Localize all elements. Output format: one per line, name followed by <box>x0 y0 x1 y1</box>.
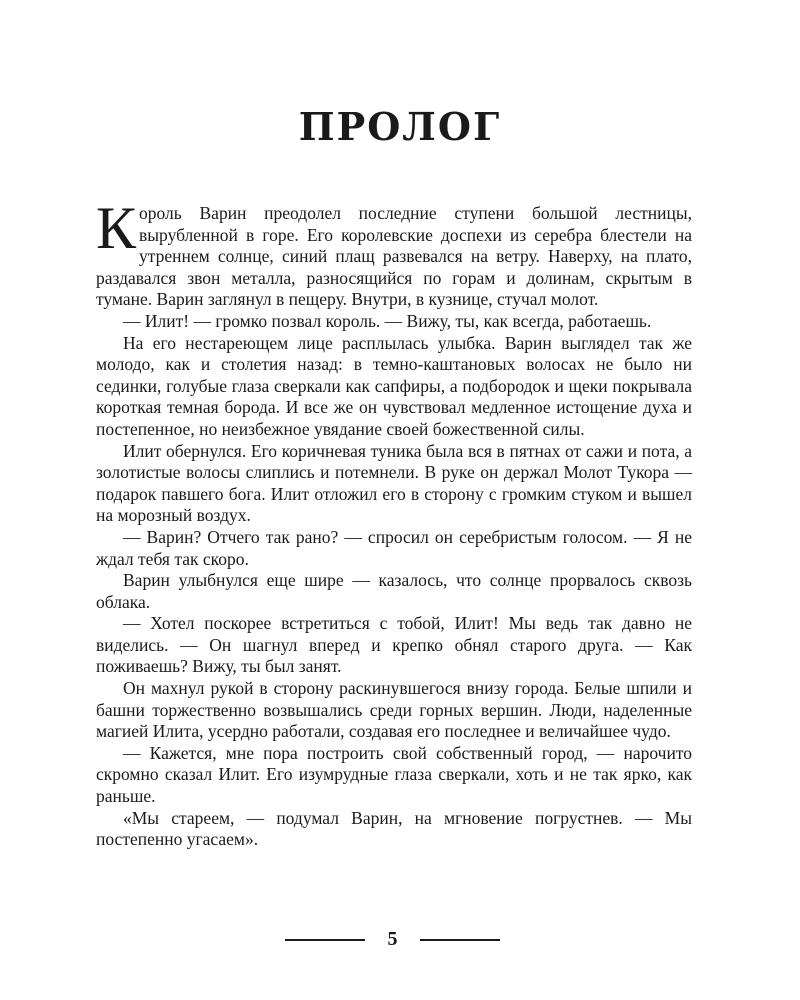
paragraph-7: — Хотел поскорее встретиться с тобой, Илит! Мы ведь так давно не виделись. — Он шагнул вперед и крепко обнял старого друга. — Как поживаешь? Вижу, ты был занят. <box>96 613 692 677</box>
chapter-title: ПРОЛОГ <box>298 104 502 149</box>
paragraph-9: — Кажется, мне пора построить свой собственный город, — нарочито скромно сказал Илит. Его изумрудные глаза сверкали, хоть и не так ярко, как раньше. <box>96 742 692 807</box>
footer-rule-left <box>285 939 365 941</box>
paragraph-1 <box>96 195 692 311</box>
paragraph-4: Илит обернулся. Его коричневая туника была вся в пятнах от сажи и пота, а золотистые волосы слиплись и потемнели. В руке он держал Молот Тукора — подарок павшего бога. Илит отложил его в сторону с громким стуком и вышел на морозный воздух. <box>96 440 692 526</box>
paragraph-8: Он махнул рукой в сторону раскинувшегося внизу города. Белые шпили и башни торжественно возвышались среди горных вершин. Люди, наделенные магией Илита, усердно работали, создавая его последнее и величайшее чудо. <box>96 678 692 742</box>
paragraph-3: На его нестареющем лице расплылась улыбка. Варин выглядел так же молодо, как и столетия назад: в темно-каштановых волосах не было ни сединки, голубые глаза сверкали как сапфиры, а подбородок и щеки покрывала короткая темная борода. И все же он чувствовал медленное истощение духа и постепенное, но неизбежное увядание своей божественной силы. <box>96 332 692 439</box>
page-number: 5 <box>387 928 398 950</box>
paragraph-1-text: ороль Варин преодолел последние ступени большой лестницы, вырубленной в горе. Его королевские доспехи из серебра блестели на утреннем солнце, синий плащ развевался на ветру. Наверху, на плато, раздавался звон металла, разносящийся по горам и долинам, скрытым в тумане. Варин заглянул в пещеру. Внутри, в кузнице, стучал молот. <box>96 203 692 310</box>
drop-cap: К <box>96 195 137 261</box>
page-footer <box>0 925 800 953</box>
paragraph-6: Варин улыбнулся еще шире — казалось, что солнце прорвалось сквозь облака. <box>96 570 692 612</box>
paragraph-10: «Мы стареем, — подумал Варин, на мгновение погрустнев. — Мы постепенно угасаем». <box>96 807 692 850</box>
paragraph-2: — Илит! — громко позвал король. — Вижу, ты, как всегда, работаешь. <box>123 310 652 331</box>
paragraph-5: — Варин? Отчего так рано? — спросил он серебристым голосом. — Я не ждал тебя так скоро. <box>96 526 692 569</box>
chapter-body <box>96 195 692 851</box>
footer-rule-right <box>420 939 500 941</box>
